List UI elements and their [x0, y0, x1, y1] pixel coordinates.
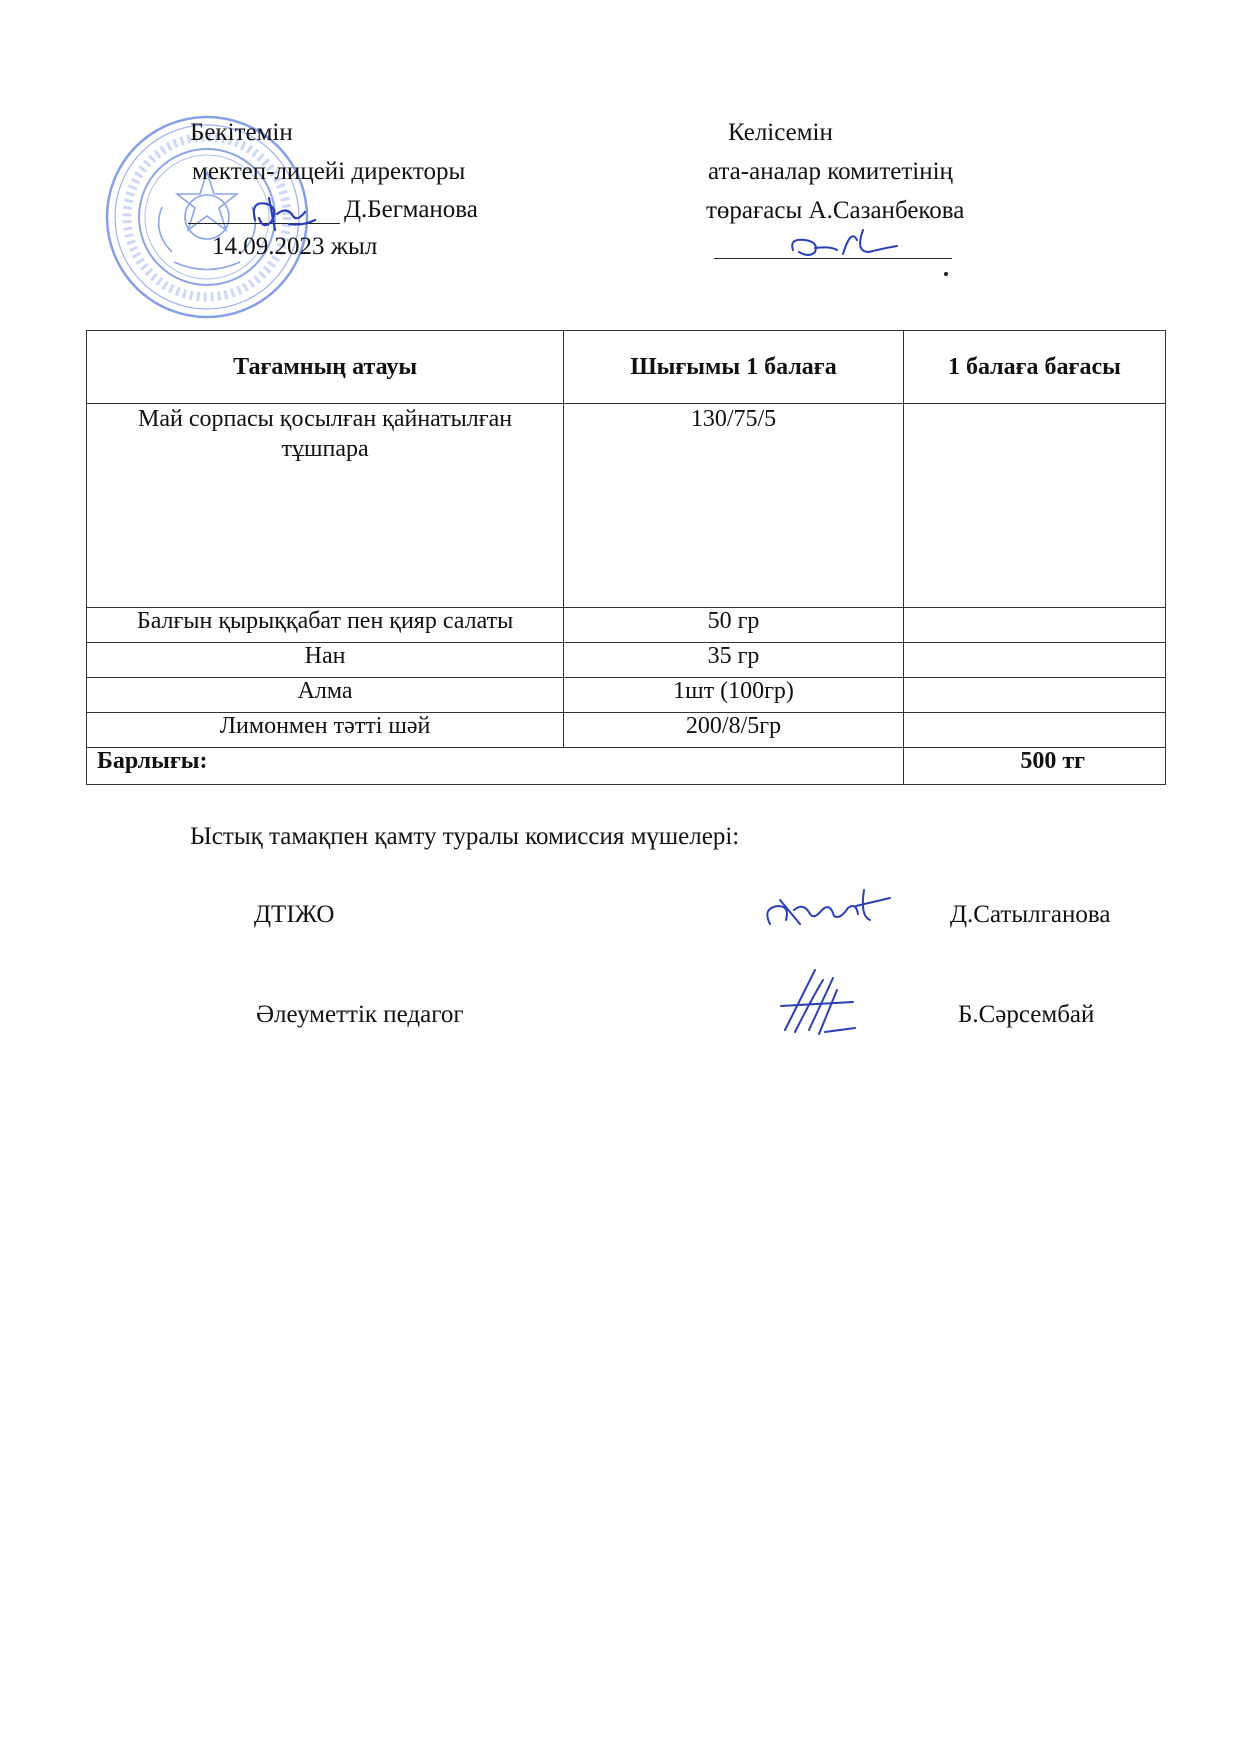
agree-name: төрағасы А.Сазанбекова — [706, 197, 965, 224]
dish-yield: 200/8/5гр — [564, 713, 904, 748]
header-price: 1 балаға бағасы — [903, 331, 1165, 404]
dish-price — [903, 643, 1165, 678]
member-name: Д.Сатылганова — [950, 901, 1111, 928]
header-yield: Шығымы 1 балаға — [564, 331, 904, 404]
table-row — [87, 678, 1166, 713]
table-total-row — [87, 748, 1166, 785]
member-signature — [760, 880, 910, 940]
dish-price — [903, 608, 1165, 643]
agree-title: Келісемін — [728, 119, 833, 146]
dish-name: Май сорпасы қосылған қайнатылған тұшпара — [87, 404, 564, 608]
director-signature — [245, 190, 325, 240]
member-role: Әлеуметтік педагог — [256, 1001, 464, 1028]
dish-name: Лимонмен тәтті шәй — [87, 713, 564, 748]
member-name: Б.Сәрсембай — [958, 1001, 1095, 1028]
table-row — [87, 608, 1166, 643]
header-dish-name: Тағамның атауы — [87, 331, 564, 404]
dish-yield: 50 гр — [564, 608, 904, 643]
approve-title: Бекітемін — [190, 119, 293, 146]
agree-position: ата-аналар комитетінің — [708, 158, 953, 185]
table-row — [87, 713, 1166, 748]
dish-yield: 35 гр — [564, 643, 904, 678]
commission-heading: Ыстық тамақпен қамту туралы комиссия мүшелері: — [190, 823, 740, 850]
total-value: 500 тг — [903, 748, 1165, 785]
committee-signature — [785, 222, 905, 266]
dish-yield: 1шт (100гр) — [564, 678, 904, 713]
dish-name: Нан — [87, 643, 564, 678]
ink-dot — [944, 272, 948, 276]
table-row — [87, 404, 1166, 608]
approve-name: Д.Бегманова — [344, 196, 478, 223]
dish-price — [903, 404, 1165, 608]
table-header-row — [87, 331, 1166, 404]
member-role: ДТІЖО — [254, 901, 335, 928]
total-label: Барлығы: — [87, 748, 904, 785]
dish-name: Балғын қырыққабат пен қияр салаты — [87, 608, 564, 643]
dish-price — [903, 678, 1165, 713]
member-signature — [775, 960, 865, 1050]
approve-position: мектеп-лицейі директоры — [192, 158, 466, 185]
dish-name: Алма — [87, 678, 564, 713]
approve-date: 14.09.2023 жыл — [212, 233, 378, 260]
dish-price — [903, 713, 1165, 748]
menu-table — [86, 330, 1166, 785]
table-row — [87, 643, 1166, 678]
dish-yield: 130/75/5 — [564, 404, 904, 608]
